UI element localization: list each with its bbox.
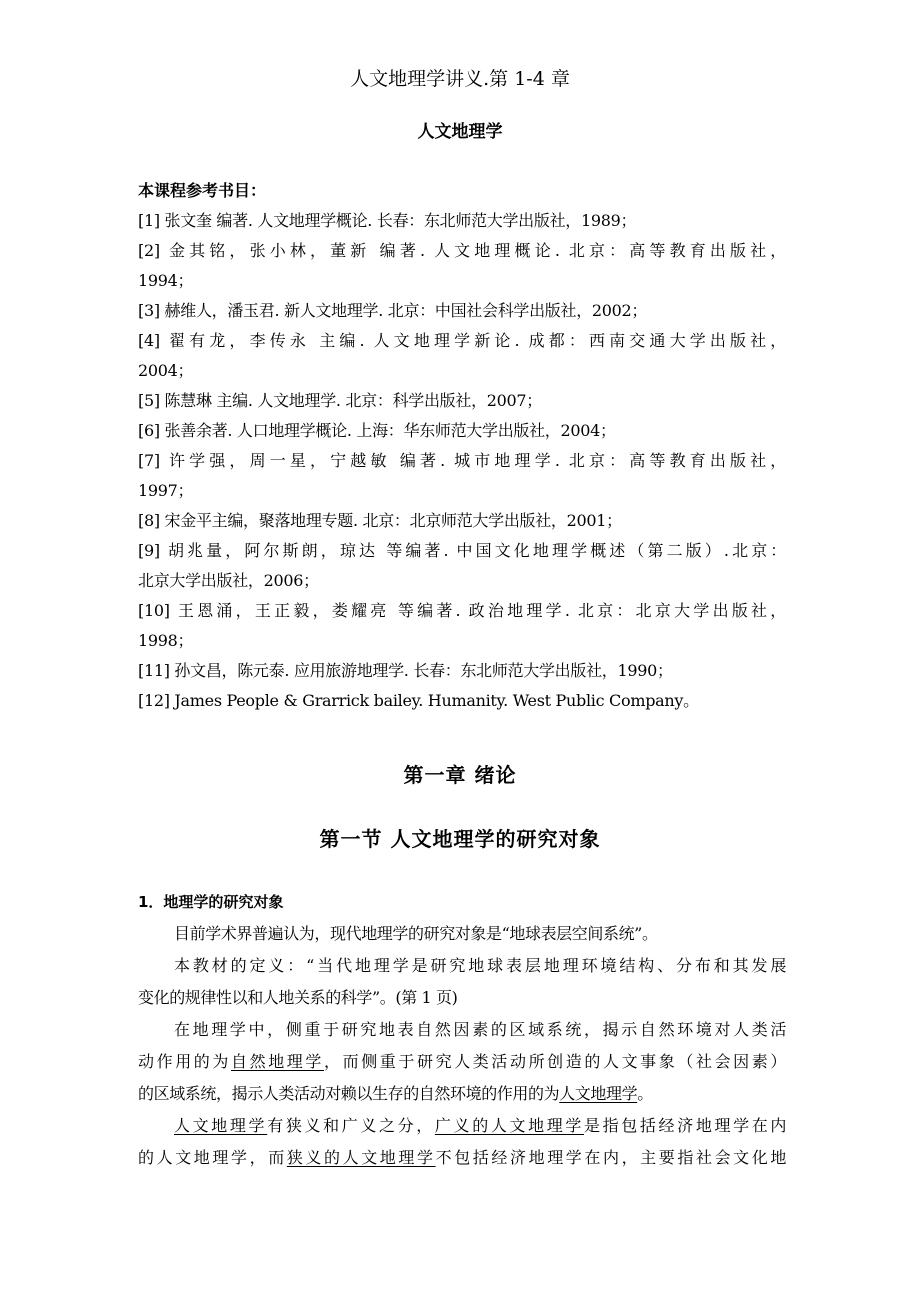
section-body [138, 886, 786, 1174]
reference-heading: 本课程参考书目： [138, 181, 267, 200]
paragraph-line [138, 1046, 786, 1078]
reference-item: [7] 许学强，周一星，宁越敏 编著. 城市地理学. 北京：高等教育出版社， [138, 451, 786, 470]
paragraph-line: 本教材的定义：“当代地理学是研究地球表层地理环境结构、分布和其发展 [174, 956, 786, 975]
paragraph-line [138, 1110, 786, 1142]
text-run: 不包括经济地理学在内，主要指社会文化地 [435, 1148, 786, 1167]
reference-item-continuation: 北京大学出版社，2006； [138, 571, 319, 590]
text-run: 的区域系统，揭示人类活动对赖以生存的自然环境的作用的为 [138, 1084, 560, 1103]
text-run: ，而侧重于研究人类活动所创造的人文事象（社会因素） [324, 1052, 786, 1071]
paragraph-line: 变化的规律性以和人地关系的科学”。(第 1 页) [138, 988, 458, 1007]
course-title: 人文地理学 [417, 122, 503, 142]
reference-item: [6] 张善余著. 人口地理学概论. 上海：华东师范大学出版社，2004； [138, 421, 616, 440]
reference-item: [2] 金其铭，张小林，董新 编著. 人文地理概论. 北京：高等教育出版社， [138, 241, 786, 260]
reference-item: [11] 孙文昌，陈元泰. 应用旅游地理学. 长春：东北师范大学出版社，1990； [138, 661, 673, 680]
underlined-term: 人文地理学 [559, 1084, 638, 1103]
reference-item-continuation: 1997； [138, 481, 194, 500]
reference-item: [9] 胡兆量，阿尔斯朗，琼达 等编著. 中国文化地理学概述（第二版）.北京： [138, 541, 786, 560]
paragraph-line [138, 1142, 786, 1174]
reference-item: [12] James People & Grarrick bailey. Humanity. West Public Company。 [138, 691, 699, 710]
text-run: 动作用的为 [138, 1052, 231, 1071]
reference-item-continuation: 1998； [138, 631, 194, 650]
reference-item: [3] 赫维人，潘玉君. 新人文地理学. 北京：中国社会科学出版社，2002； [138, 301, 648, 320]
paragraph-line: 目前学术界普遍认为，现代地理学的研究对象是“地球表层空间系统”。 [174, 924, 658, 943]
text-run: 有狭义和广义之分， [267, 1116, 435, 1135]
section-title: 第一节 人文地理学的研究对象 [319, 827, 601, 851]
reference-item-continuation: 2004； [138, 361, 194, 380]
underlined-term: 自然地理学 [231, 1052, 324, 1071]
paragraph-line: 在地理学中，侧重于研究地表自然因素的区域系统，揭示自然环境对人类活 [174, 1020, 786, 1039]
text-run: 是指包括经济地理学在内 [584, 1116, 786, 1135]
reference-item-continuation: 1994； [138, 271, 194, 290]
reference-item: [10] 王恩涌，王正毅，娄耀亮 等编著. 政治地理学. 北京：北京大学出版社， [138, 601, 786, 620]
underlined-term: 狭义的人文地理学 [286, 1148, 436, 1167]
reference-item: [4] 翟有龙，李传永 主编. 人文地理学新论. 成都：西南交通大学出版社， [138, 331, 786, 350]
text-run: 的人文地理学，而 [138, 1148, 287, 1167]
chapter-title: 第一章 绪论 [403, 763, 517, 787]
subsection-heading: 1．地理学的研究对象 [138, 893, 284, 911]
reference-item: [8] 宋金平主编，聚落地理专题. 北京：北京师范大学出版社，2001； [138, 511, 622, 530]
underlined-term: 广义的人文地理学 [434, 1116, 585, 1135]
reference-item: [5] 陈慧琳 主编. 人文地理学. 北京：科学出版社，2007； [138, 391, 542, 410]
underlined-term: 人文地理学 [174, 1116, 268, 1135]
paragraph-line [138, 1078, 786, 1110]
reference-list [138, 176, 786, 716]
document-title: 人文地理学讲义.第 1-4 章 [350, 68, 570, 90]
reference-item: [1] 张文奎 编著. 人文地理学概论. 长春：东北师范大学出版社，1989； [138, 211, 637, 230]
text-run: 。 [637, 1084, 653, 1103]
